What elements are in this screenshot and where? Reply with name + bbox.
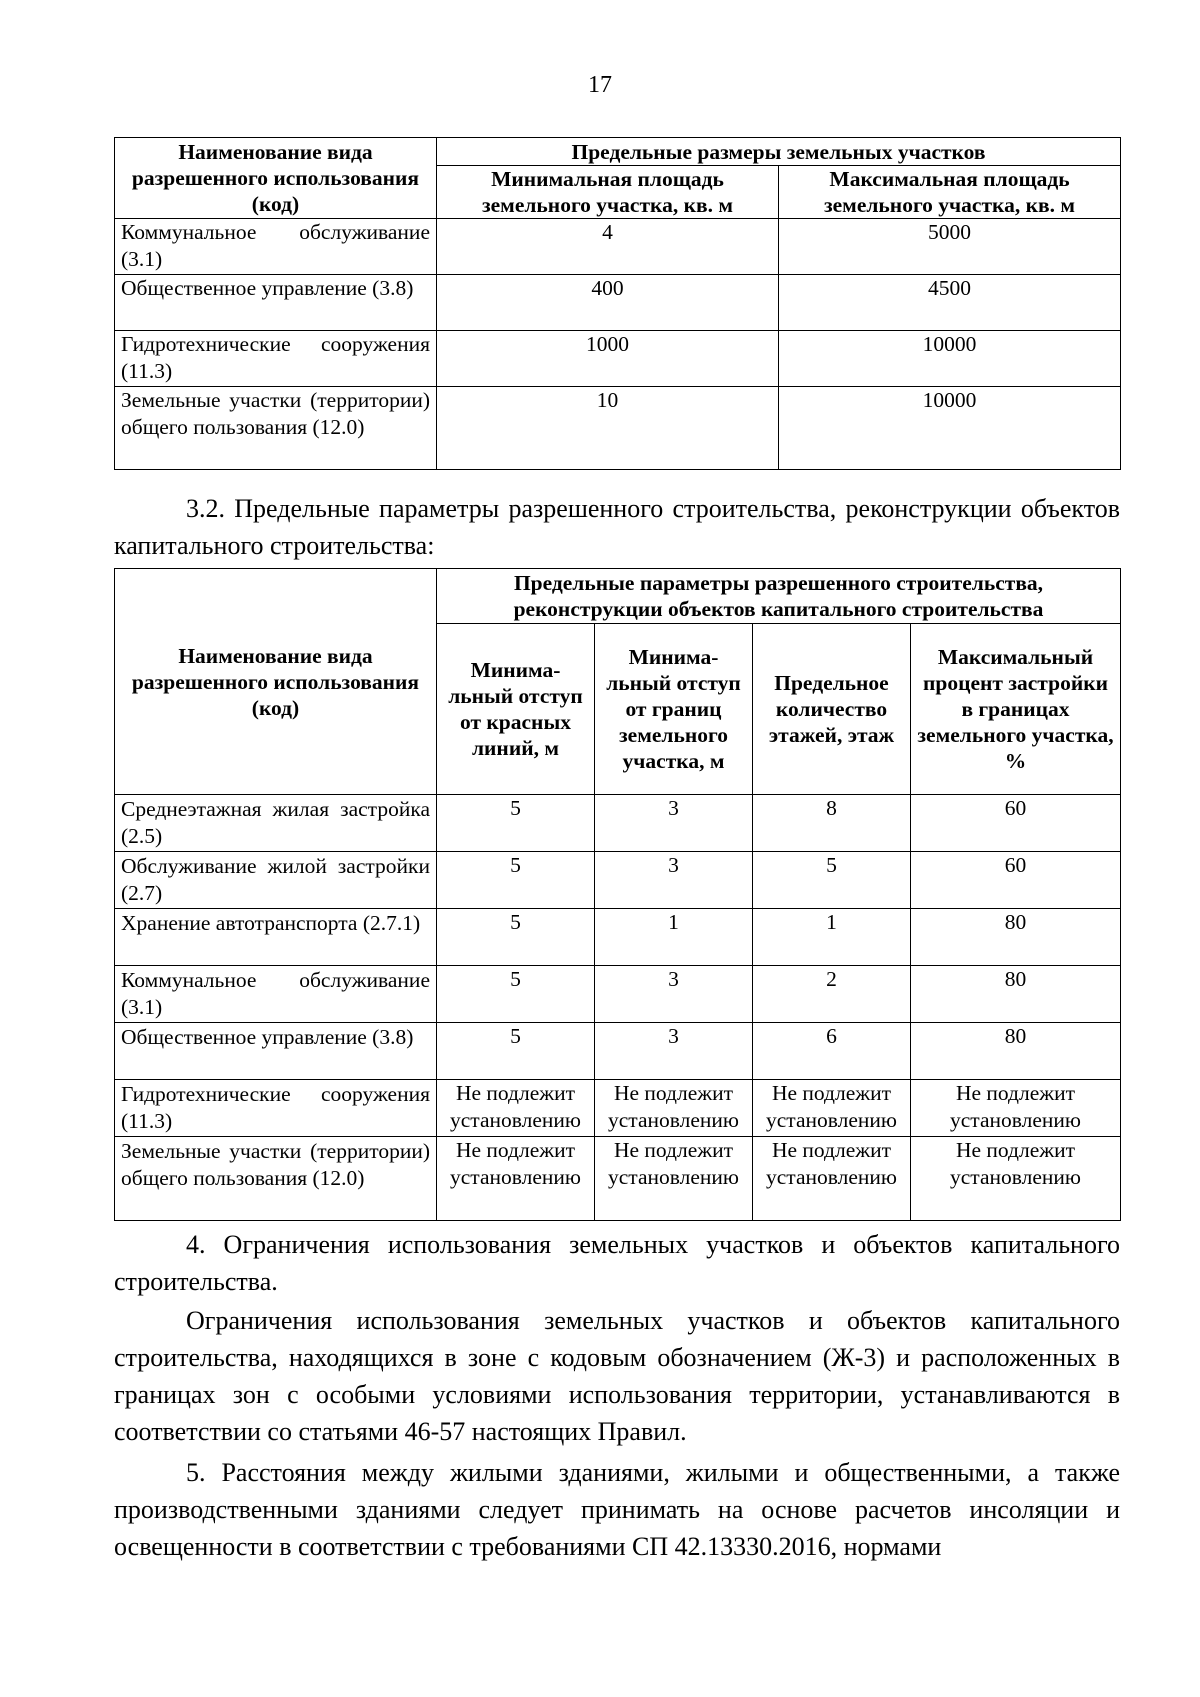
- cell-red-line-setback: 5: [437, 1023, 595, 1080]
- header-max-floors: Предельное количество этажей, этаж: [753, 624, 911, 795]
- cell-max-area: 10000: [779, 387, 1121, 470]
- land-plot-size-table: [114, 137, 1121, 470]
- cell-red-line-setback: 5: [437, 909, 595, 966]
- cell-red-line-setback: 5: [437, 795, 595, 852]
- cell-max-coverage: Не подлежит установлению: [911, 1137, 1121, 1221]
- cell-red-line-setback: 5: [437, 852, 595, 909]
- cell-max-coverage: 80: [911, 1023, 1121, 1080]
- table-row: [115, 219, 1121, 275]
- paragraph-5: 5. Расстояния между жилыми зданиями, жилыми и общественными, а также производственными зданиями следует принимать на основе расчетов инсоляции и освещенности в соответствии с требованиями СП 42.13330.2016, нормами: [114, 1458, 1120, 1561]
- row-use-type: Общественное управление (3.8): [115, 1023, 437, 1080]
- cell-boundary-setback: 3: [595, 852, 753, 909]
- paragraph-4-body: Ограничения использования земельных участков и объектов капитального строительства, находящихся в зоне с кодовым обозначением (Ж-3) и расположенных в границах зон с особыми условиями использования территории, устанавливаются в соответствии со статьями 46-57 настоящих Правил.: [114, 1306, 1120, 1446]
- cell-boundary-setback: 1: [595, 909, 753, 966]
- header-use-type: Наименование вида разрешенного использования (код): [115, 569, 437, 795]
- cell-max-floors: 1: [753, 909, 911, 966]
- table-row: [115, 1023, 1121, 1080]
- row-use-type: Коммунальное обслуживание (3.1): [115, 219, 437, 275]
- row-use-type: Общественное управление (3.8): [115, 275, 437, 331]
- cell-max-floors: Не подлежит установлению: [753, 1137, 911, 1221]
- cell-min-area: 10: [437, 387, 779, 470]
- row-use-type: Гидротехнические сооружения (11.3): [115, 1080, 437, 1137]
- cell-boundary-setback: 3: [595, 1023, 753, 1080]
- cell-max-area: 10000: [779, 331, 1121, 387]
- cell-max-area: 5000: [779, 219, 1121, 275]
- header-boundary-setback: Минима-льный отступ от границ земельного участка, м: [595, 624, 753, 795]
- cell-max-floors: 8: [753, 795, 911, 852]
- cell-boundary-setback: 3: [595, 795, 753, 852]
- cell-max-coverage: 60: [911, 795, 1121, 852]
- header-red-line-setback: Минима-льный отступ от красных линий, м: [437, 624, 595, 795]
- cell-max-coverage: 80: [911, 966, 1121, 1023]
- cell-max-floors: 2: [753, 966, 911, 1023]
- cell-max-coverage: Не подлежит установлению: [911, 1080, 1121, 1137]
- cell-boundary-setback: Не подлежит установлению: [595, 1080, 753, 1137]
- table-header-row: [115, 138, 1121, 166]
- cell-boundary-setback: Не подлежит установлению: [595, 1137, 753, 1221]
- cell-min-area: 400: [437, 275, 779, 331]
- header-max-area: Максимальная площадь земельного участка, кв. м: [779, 166, 1121, 219]
- cell-min-area: 4: [437, 219, 779, 275]
- header-use-type: Наименование вида разрешенного использования (код): [115, 138, 437, 219]
- cell-red-line-setback: 5: [437, 966, 595, 1023]
- cell-max-floors: Не подлежит установлению: [753, 1080, 911, 1137]
- row-use-type: Земельные участки (территории) общего пользования (12.0): [115, 387, 437, 470]
- table-row: [115, 387, 1121, 470]
- cell-max-area: 4500: [779, 275, 1121, 331]
- paragraph-4-heading: 4. Ограничения использования земельных участков и объектов капитального строительства.: [114, 1230, 1120, 1296]
- cell-max-floors: 5: [753, 852, 911, 909]
- table-row: [115, 795, 1121, 852]
- table-row: [115, 331, 1121, 387]
- table-row: [115, 909, 1121, 966]
- cell-red-line-setback: Не подлежит установлению: [437, 1137, 595, 1221]
- row-use-type: Гидротехнические сооружения (11.3): [115, 331, 437, 387]
- table-row: [115, 1137, 1121, 1221]
- cell-min-area: 1000: [437, 331, 779, 387]
- paragraph-3-2: 3.2. Предельные параметры разрешенного строительства, реконструкции объектов капитального строительства:: [114, 494, 1120, 560]
- construction-parameters-table: [114, 568, 1121, 1221]
- table-row: [115, 1080, 1121, 1137]
- header-min-area: Минимальная площадь земельного участка, кв. м: [437, 166, 779, 219]
- cell-max-coverage: 80: [911, 909, 1121, 966]
- row-use-type: Земельные участки (территории) общего пользования (12.0): [115, 1137, 437, 1221]
- table-row: [115, 852, 1121, 909]
- table-header-row: [115, 569, 1121, 624]
- table-row: [115, 966, 1121, 1023]
- header-max-coverage: Максимальный процент застройки в границах земельного участка, %: [911, 624, 1121, 795]
- table-row: [115, 275, 1121, 331]
- cell-boundary-setback: 3: [595, 966, 753, 1023]
- cell-red-line-setback: Не подлежит установлению: [437, 1080, 595, 1137]
- header-plot-size-group: Предельные размеры земельных участков: [437, 138, 1121, 166]
- cell-max-coverage: 60: [911, 852, 1121, 909]
- row-use-type: Обслуживание жилой застройки (2.7): [115, 852, 437, 909]
- row-use-type: Коммунальное обслуживание (3.1): [115, 966, 437, 1023]
- row-use-type: Хранение автотранспорта (2.7.1): [115, 909, 437, 966]
- row-use-type: Среднеэтажная жилая застройка (2.5): [115, 795, 437, 852]
- header-parameters-group: Предельные параметры разрешенного строительства, реконструкции объектов капитального строительства: [437, 569, 1121, 624]
- page-number: 17: [588, 72, 612, 98]
- cell-max-floors: 6: [753, 1023, 911, 1080]
